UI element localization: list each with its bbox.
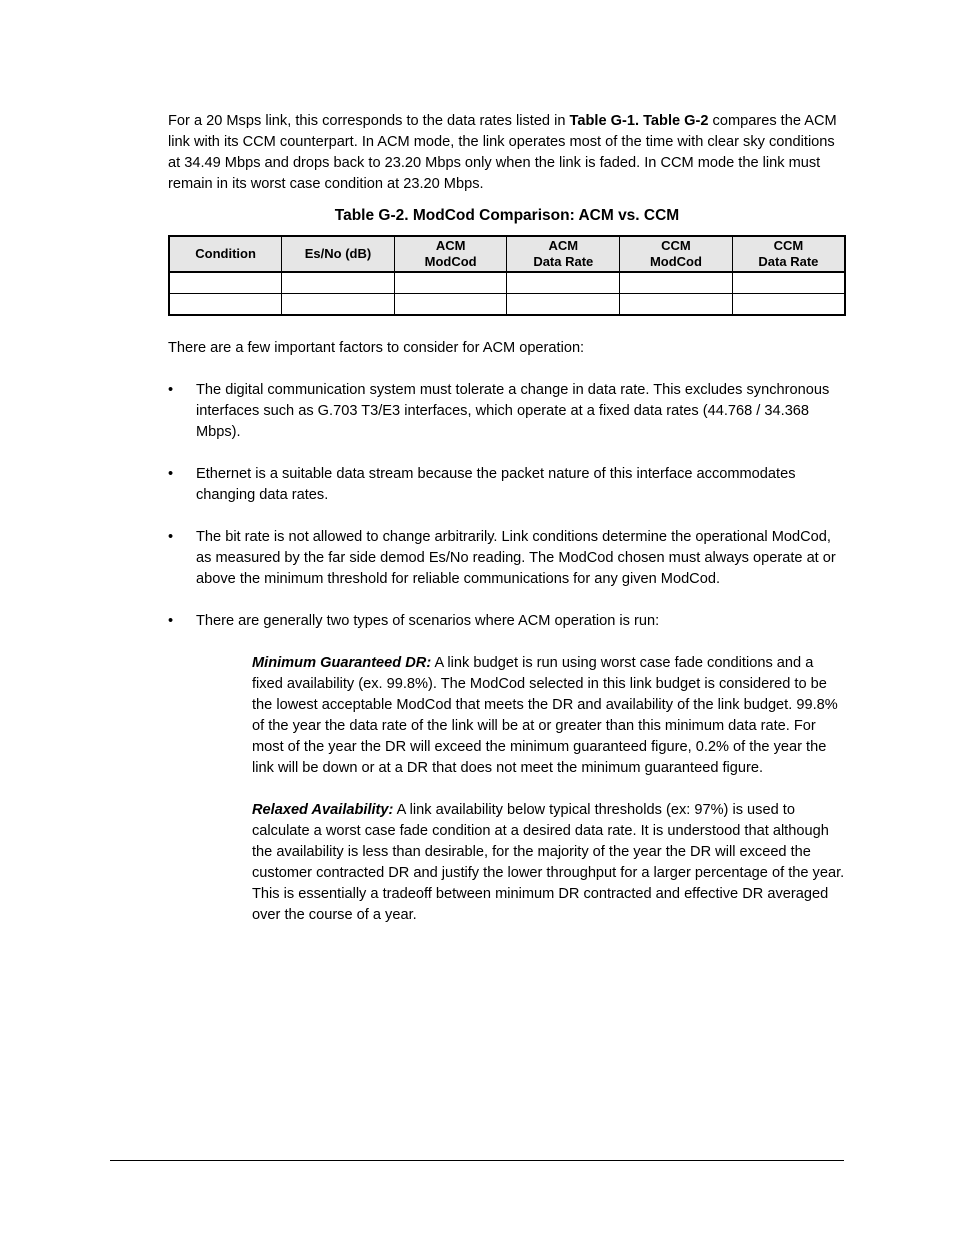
scenario-minimum-guaranteed-dr <box>252 653 846 779</box>
bullet-icon: • <box>168 382 174 398</box>
scenario-text: A link availability below typical thresholds (ex: 97%) is used to calculate a worst case fade condition at a desired data rate. It is understood that although the availability is less than desirable, for the majority of the year the DR will exceed the customer contracted DR and justify the lower throughput for a larger percentage of the year. This is essentially a tradeoff between minimum DR contracted and effective DR averaged over the course of a year. <box>252 802 845 923</box>
table-cell <box>620 294 733 316</box>
list-item-text: The digital communication system must tolerate a change in data rate. This excludes synchronous interfaces such as G.703 T3/E3 interfaces, which operate at a fixed data rates (44.768 / 34.368 Mbps). <box>196 382 830 440</box>
table-cell <box>169 272 282 294</box>
list-item <box>168 527 846 590</box>
scenario-text: A link budget is run using worst case fade conditions and a fixed availability (ex. 99.8%). The ModCod selected in this link budget is considered to be the lowest acceptable ModCod that meets the DR and availability of the link budget. 99.8% of the year the data rate of the link will be at or greater than this minimum data rate. For most of the year the DR will exceed the minimum guaranteed figure, 0.2% of the year the link will be down or at a DR that does not meet the minimum guaranteed figure. <box>252 655 838 776</box>
list-item-text: Ethernet is a suitable data stream because the packet nature of this interface accommodates changing data rates. <box>196 466 796 503</box>
table-cell <box>169 294 282 316</box>
table-cell <box>732 294 845 316</box>
header-acm-modcod: ACM ModCod <box>394 236 507 272</box>
table-cell <box>732 272 845 294</box>
factors-list <box>168 380 846 926</box>
factors-lead-paragraph: There are a few important factors to consider for ACM operation: <box>168 340 585 356</box>
footer-divider <box>110 1160 844 1161</box>
list-item <box>168 380 846 443</box>
intro-paragraph <box>168 111 846 195</box>
table-cell <box>507 272 620 294</box>
header-ccm-modcod: CCM ModCod <box>620 236 733 272</box>
intro-text-a: For a 20 Msps link, this corresponds to the data rates listed in <box>168 113 570 129</box>
table-cell <box>507 294 620 316</box>
bullet-icon: • <box>168 613 174 629</box>
table-row <box>169 294 845 316</box>
table-cell <box>620 272 733 294</box>
header-ccm-data-rate: CCM Data Rate <box>732 236 845 272</box>
list-item-text: There are generally two types of scenarios where ACM operation is run: <box>196 613 660 629</box>
scenario-term: Minimum Guaranteed DR: <box>252 655 432 671</box>
intro-text-c: compares the ACM link with its CCM counterpart. In ACM mode, the link operates most of the time with clear sky conditions at 34.49 Mbps and drops back to 23.20 Mbps only when the link is faded. In CCM mode the link must remain in its worst case condition at 23.20 Mbps. <box>168 113 837 192</box>
table-cell <box>282 294 395 316</box>
list-item-text: The bit rate is not allowed to change arbitrarily. Link conditions determine the operational ModCod, as measured by the far side demod Es/No reading. The ModCod chosen must always operate at or above the minimum threshold for reliable communications for any given ModCod. <box>196 529 836 587</box>
table-cell <box>282 272 395 294</box>
header-acm-data-rate: ACM Data Rate <box>507 236 620 272</box>
table-caption: Table G-2. ModCod Comparison: ACM vs. CCM <box>334 207 680 224</box>
bullet-icon: • <box>168 529 174 545</box>
scenario-relaxed-availability <box>252 800 846 926</box>
header-esno: Es/No (dB) <box>282 236 395 272</box>
bullet-icon: • <box>168 466 174 482</box>
table-header-row <box>169 236 845 272</box>
modcod-comparison-table <box>168 235 846 316</box>
header-condition: Condition <box>169 236 282 272</box>
document-page <box>168 111 846 947</box>
table-cell <box>394 294 507 316</box>
table-g1-reference: Table G-1. <box>569 113 640 129</box>
list-item <box>168 464 846 506</box>
scenario-term: Relaxed Availability: <box>252 802 394 818</box>
table-row <box>169 272 845 294</box>
table-g2-reference: Table G-2 <box>643 113 709 129</box>
table-cell <box>394 272 507 294</box>
list-item <box>168 611 846 926</box>
